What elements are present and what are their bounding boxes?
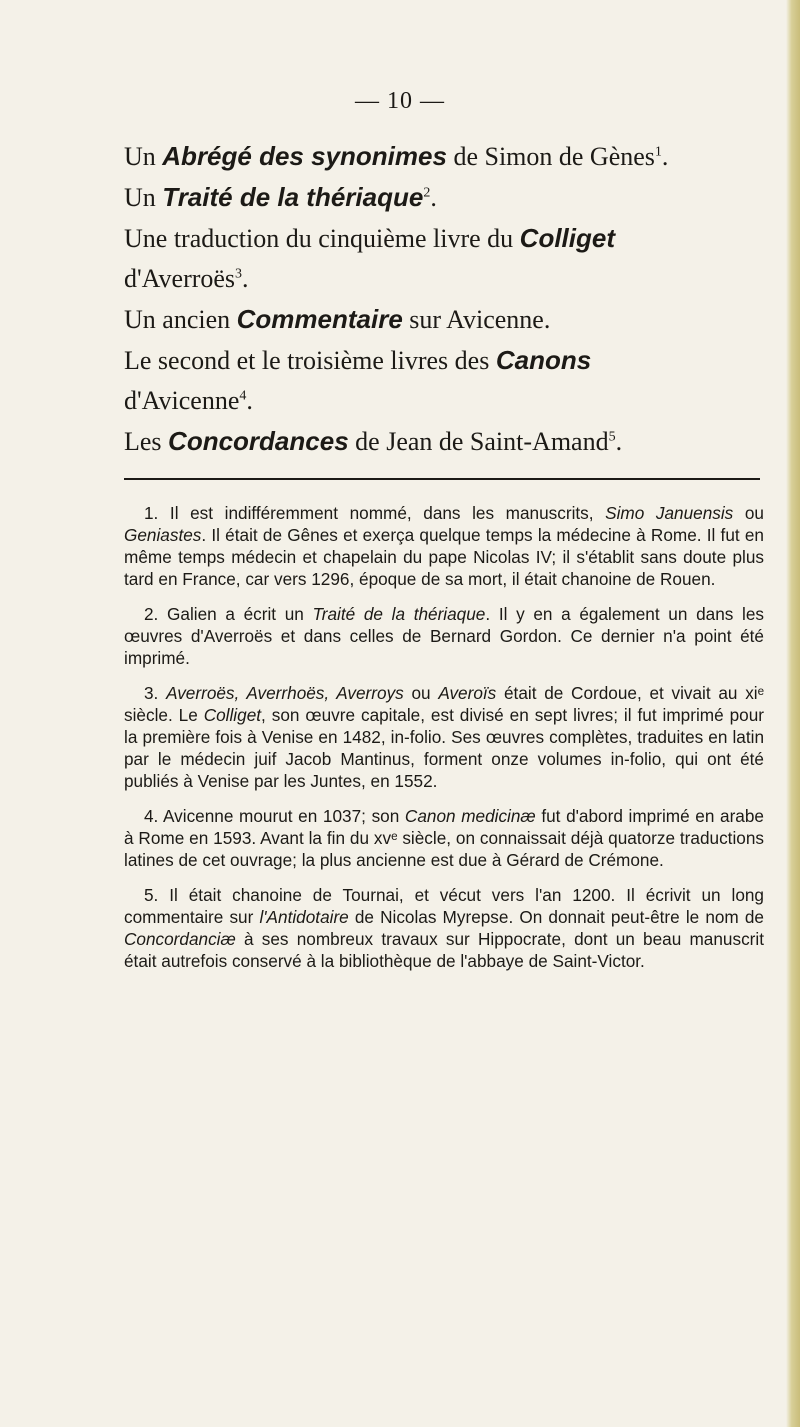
footnote-italic: Concordanciæ [124,929,236,949]
footnote-text: ou [733,503,764,523]
footnote [124,884,764,972]
footnote [124,682,764,792]
entry-text: d'Averroës [124,264,236,293]
footnote-number: 5. [144,885,159,905]
entry-text: Une traduction du cinquième livre du [124,224,520,253]
entry-title: Traité de la thériaque [162,182,424,212]
footnotes [124,502,764,985]
entry-title: Colliget [519,223,616,253]
entry-text: Les [124,427,169,456]
footnote-text: de Nicolas Myrepse. On donnait peut-être le nom de [348,907,764,927]
footnote-text: . Il y en a également un dans les œuvres d'Averroës et dans celles de Bernard Gordon. Ce dernier n'a point été imprimé. [124,604,764,668]
page-edge [786,0,800,1427]
footnote-number: 4. [144,806,159,826]
footnote-text: ou [403,683,439,703]
entry-text: . [242,264,249,293]
footnote-text: Avicenne mourut en 1037; son [158,806,405,826]
footnote-rule [124,478,760,480]
footnote-italic: l'Antidotaire [259,907,349,927]
entry-line [124,381,764,421]
footnote-italic: Averroës, Averrhoës, Averroys [166,683,404,703]
footnote-number: 2. [144,604,159,624]
entry-line [124,421,764,462]
footnote-italic: Averoïs [438,683,497,703]
entry-text: . [661,142,669,171]
footnote [124,805,764,871]
entry-title: Concordances [168,426,349,456]
footnote-number: 1. [144,503,159,523]
entry-text: Un [124,142,163,171]
footnote-italic: Geniastes [124,525,202,545]
footnote-ref: 2 [423,185,431,201]
main-text [124,136,764,462]
footnote [124,603,764,669]
footnote-ref: 4 [239,388,247,404]
entry-line [124,136,764,177]
entry-line [124,177,764,218]
footnote-number: 3. [144,683,159,703]
footnote-italic: Simo Januensis [605,503,734,523]
footnote-text: . Il était de Gênes et exerça quelque temps la médecine à Rome. Il fut en même temps médecin et chapelain du pape Nicolas IV; il s'établit sans doute plus tard en France, car vers 1296, époque de sa mort, il était chanoine de Rouen. [124,525,764,589]
footnote [124,502,764,590]
entry-line [124,218,764,259]
footnote-text: Il était chanoine de Tournai, et vécut vers l'an 1200. Il écrivit un long commentaire sur [124,885,764,927]
page-number: — 10 — [355,88,445,114]
entry-text: Le second et le troisième livres des [124,346,496,375]
entry-line [124,340,764,381]
entry-line [124,259,764,299]
footnote-text [158,683,166,703]
entry-text: de Jean de Saint-Amand [348,427,609,456]
footnote-text: , son œuvre capitale, est divisé en sept livres; il fut imprimé pour la première fois à Venise en 1482, in-folio. Ses œuvres complètes, traduites en latin par le médecin juif Jacob Mantinus, forment onze volumes in-folio, qui ont été publiés à Venise par les Juntes, en 1552. [124,705,764,791]
footnote-italic: Colliget [203,705,262,725]
footnote-ref: 1 [654,144,662,160]
entry-text: sur Avicenne. [402,305,551,334]
entry-text: . [430,183,437,212]
footnote-ref: 3 [235,266,243,282]
entry-title: Commentaire [236,304,403,334]
footnote-text: Galien a écrit un [158,604,313,624]
entry-title: Canons [495,345,592,375]
footnote-text: à ses nombreux travaux sur Hippocrate, dont un beau manuscrit était autrefois conservé à la bibliothèque de l'abbaye de Saint-Victor. [124,929,764,971]
entry-text: Un ancien [124,305,237,334]
footnote-italic: Canon medicinæ [404,806,536,826]
entry-text: . [246,386,253,415]
footnote-ref: 5 [608,429,616,445]
entry-text: Un [124,183,163,212]
entry-text: de Simon de Gènes [446,142,655,171]
footnote-text: Il est indifféremment nommé, dans les manuscrits, [158,503,606,523]
footnote-text: fut d'abord imprimé en arabe à Rome en 1593. Avant la fin du xvᵉ siècle, on connaissait déjà quatorze traductions latines de cet ouvrage; la plus ancienne est due à Gérard de Crémone. [124,806,764,870]
entry-text: . [615,427,623,456]
entry-text: d'Avicenne [124,386,240,415]
entry-title: Abrégé des synonimes [162,141,447,171]
entry-line [124,299,764,340]
footnote-italic: Traité de la thériaque [312,604,486,624]
footnote-text: était de Cordoue, et vivait au xiᵉ siècle. Le [124,683,764,725]
